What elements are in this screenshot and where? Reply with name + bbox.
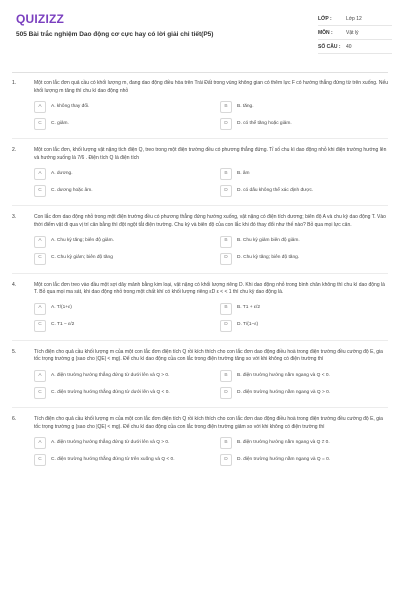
- option-text: A. T/(1+ε): [51, 305, 72, 311]
- answer-option[interactable]: [220, 168, 388, 180]
- option-letter-badge: C: [34, 118, 46, 130]
- option-text: C. Chu kỳ giảm; biên độ tăng: [51, 255, 113, 261]
- meta-row-subject: [318, 26, 392, 40]
- answer-option[interactable]: [220, 454, 388, 466]
- answer-options: [34, 101, 388, 130]
- option-letter-badge: B: [220, 437, 232, 449]
- answer-options: [34, 303, 388, 332]
- meta-label: MÔN :: [318, 29, 333, 36]
- worksheet-header: [0, 0, 400, 70]
- option-letter-badge: C: [34, 387, 46, 399]
- meta-row-count: [318, 40, 392, 54]
- option-letter-badge: A: [34, 168, 46, 180]
- option-letter-badge: D: [220, 185, 232, 197]
- option-text: C. T1 − ε/2: [51, 322, 75, 328]
- option-text: B. điện trường hướng nằm ngang và Q < 0.: [237, 372, 330, 378]
- page-title: 505 Bài trắc nghiệm Dao động cơ cực hay có lời giải chi tiết(P5): [16, 31, 214, 38]
- question-separator: [12, 205, 388, 206]
- question-text: Tích điện cho quả cầu khối lượng m của một con lắc đơn điện tích Q rồi kích thích cho con lắc đơn dao động điều hoà trong điện trường đều cường độ E, gia tốc trọng trường g (sao cho |QE| < mg). Để chu kì dao động của con lắc trong điện trường giảm so với khi không có điện trường thì: [34, 415, 383, 430]
- option-text: D. T/(1−ε): [237, 322, 259, 328]
- answer-options: [34, 370, 388, 399]
- option-letter-badge: C: [34, 253, 46, 265]
- answer-option[interactable]: [220, 236, 388, 248]
- option-text: A. Chu kỳ tăng; biên độ giảm.: [51, 238, 114, 244]
- answer-option[interactable]: [34, 320, 202, 332]
- option-letter-badge: C: [34, 185, 46, 197]
- question-separator: [12, 340, 388, 341]
- answer-option[interactable]: [220, 185, 388, 197]
- meta-label: SỐ CÂU :: [318, 43, 341, 50]
- option-letter-badge: D: [220, 118, 232, 130]
- answer-option[interactable]: [220, 253, 388, 265]
- question-separator: [12, 273, 388, 274]
- option-text: B. T1 + ε/2: [237, 305, 260, 311]
- answer-options: [34, 437, 388, 466]
- answer-option[interactable]: [220, 387, 388, 399]
- header-divider: [12, 72, 388, 73]
- question-number: 1.: [12, 80, 17, 86]
- answer-option[interactable]: [34, 101, 202, 113]
- option-letter-badge: B: [220, 236, 232, 248]
- question-separator: [12, 407, 388, 408]
- question-item: [0, 349, 400, 408]
- question-item: [0, 416, 400, 466]
- option-letter-badge: B: [220, 370, 232, 382]
- option-letter-badge: D: [220, 253, 232, 265]
- meta-value: Lớp 12: [346, 15, 362, 22]
- option-text: C. dương hoặc âm.: [51, 188, 93, 194]
- option-text: A. dương.: [51, 171, 73, 177]
- question-text: Một con lắc đơn, khối lượng vật nặng tích điện Q, treo trong một điện trường đều có phương thẳng đứng. Tỉ số chu kì dao động nhỏ khi điện trường hướng lên và hướng xuống là 7/6 . Điện tích Q là điện tích: [34, 147, 387, 161]
- answer-option[interactable]: [34, 303, 202, 315]
- option-text: A. không thay đổi.: [51, 103, 90, 109]
- option-letter-badge: A: [34, 303, 46, 315]
- option-letter-badge: C: [34, 454, 46, 466]
- meta-label: LỚP :: [318, 15, 332, 22]
- answer-option[interactable]: [220, 320, 388, 332]
- answer-option[interactable]: [34, 118, 202, 130]
- question-text: Tích điện cho quả cầu khối lượng m của một con lắc đơn điện tích Q rồi kích thích cho con lắc đơn dao động điều hoà trong điện trường đều cường độ E, gia tốc trọng trường g (sao cho |QE| < mg). Để chu kì dao động của con lắc trong điện trường tăng so với khi không có điện trường thì: [34, 348, 383, 363]
- answer-option[interactable]: [34, 253, 202, 265]
- question-separator: [12, 138, 388, 139]
- option-text: B. âm: [237, 171, 250, 177]
- question-item: [0, 282, 400, 341]
- option-letter-badge: D: [220, 454, 232, 466]
- question-item: [0, 80, 400, 139]
- question-number: 6.: [12, 415, 17, 422]
- question-item: [0, 214, 400, 273]
- answer-option[interactable]: [34, 454, 202, 466]
- answer-option[interactable]: [34, 370, 202, 382]
- answer-options: [34, 168, 388, 197]
- meta-table: [318, 12, 392, 54]
- option-letter-badge: C: [34, 320, 46, 332]
- answer-option[interactable]: [34, 168, 202, 180]
- answer-options: [34, 236, 388, 265]
- option-text: D. điện trường hướng nằm ngang và Q > 0.: [237, 389, 331, 395]
- option-text: B. Chu kỳ giảm biên độ giảm.: [237, 238, 300, 244]
- answer-option[interactable]: [34, 387, 202, 399]
- option-text: A. điện trường hướng thẳng đứng từ dưới lên và Q > 0.: [51, 372, 170, 378]
- question-text: Một con lắc đơn treo vào đầu một sợi dây mảnh bằng kim loại, vật nặng có khối lượng riêng D. Khi dao động nhỏ trong bình chân không thì chu kì dao động là T. Bỏ qua mọi ma sát, khi dao động nhỏ trong một chất khí có khối lượng riêng εD ε < < 1 thì chu kỳ dao động là.: [34, 281, 385, 296]
- answer-option[interactable]: [220, 101, 388, 113]
- option-letter-badge: A: [34, 101, 46, 113]
- option-text: C. điện trường hướng thẳng đứng từ trên xuống và Q < 0.: [51, 456, 175, 462]
- option-text: D. Chu kỳ tăng; biên độ tăng.: [237, 255, 300, 261]
- option-letter-badge: A: [34, 236, 46, 248]
- question-number: 5.: [12, 348, 17, 355]
- question-number: 2.: [12, 147, 17, 154]
- option-text: D. có thể tăng hoặc giảm.: [237, 120, 292, 126]
- option-text: B. tăng.: [237, 103, 254, 109]
- answer-option[interactable]: [34, 185, 202, 197]
- question-text: Con lắc đơn dao động nhỏ trong một điện trường đều có phương thẳng đứng hướng xuống, vật nặng có điện tích dương; biên độ A và chu kỳ dao động T. Vào thời điểm vật đi qua vị trí cân bằng thì đột ngột tắt điện trường. Chu kỳ và biên độ của con lắc khi đó thay đổi như thế nào? Bỏ qua mọi lực cản.: [34, 214, 386, 228]
- option-letter-badge: B: [220, 303, 232, 315]
- answer-option[interactable]: [220, 370, 388, 382]
- answer-option[interactable]: [220, 437, 388, 449]
- option-text: C. giảm.: [51, 120, 69, 126]
- option-text: D. điện trường hướng nằm ngang và Q = 0.: [237, 456, 331, 462]
- meta-value: 40: [346, 43, 352, 50]
- answer-option[interactable]: [220, 118, 388, 130]
- answer-option[interactable]: [34, 437, 202, 449]
- question-text: Một con lắc đơn quả cầu có khối lượng m, đang dao động điều hòa trên Trái Đất trong vùng không gian có thêm lực F có hướng thẳng đứng từ trên xuống. Nếu khối lượng m tăng thì chu kì dao động nhỏ: [34, 80, 389, 94]
- option-text: B. điện trường hướng nằm ngang và Q ≠ 0.: [237, 439, 330, 445]
- option-letter-badge: A: [34, 370, 46, 382]
- meta-value: Vật lý: [346, 29, 359, 36]
- question-number: 4.: [12, 281, 17, 288]
- question-number: 3.: [12, 214, 17, 221]
- quizizz-logo: QUIZIZZ: [16, 12, 65, 26]
- question-list: [0, 80, 400, 466]
- option-letter-badge: A: [34, 437, 46, 449]
- answer-option[interactable]: [220, 303, 388, 315]
- option-text: D. có dấu không thể xác định được.: [237, 188, 314, 194]
- meta-row-grade: [318, 12, 392, 26]
- option-text: C. điện trường hướng thẳng đứng từ dưới lên và Q < 0.: [51, 389, 170, 395]
- option-letter-badge: D: [220, 387, 232, 399]
- option-text: A. điện trường hướng thẳng đứng từ dưới lên và Q > 0.: [51, 439, 170, 445]
- option-letter-badge: B: [220, 168, 232, 180]
- option-letter-badge: B: [220, 101, 232, 113]
- question-item: [0, 147, 400, 206]
- answer-option[interactable]: [34, 236, 202, 248]
- option-letter-badge: D: [220, 320, 232, 332]
